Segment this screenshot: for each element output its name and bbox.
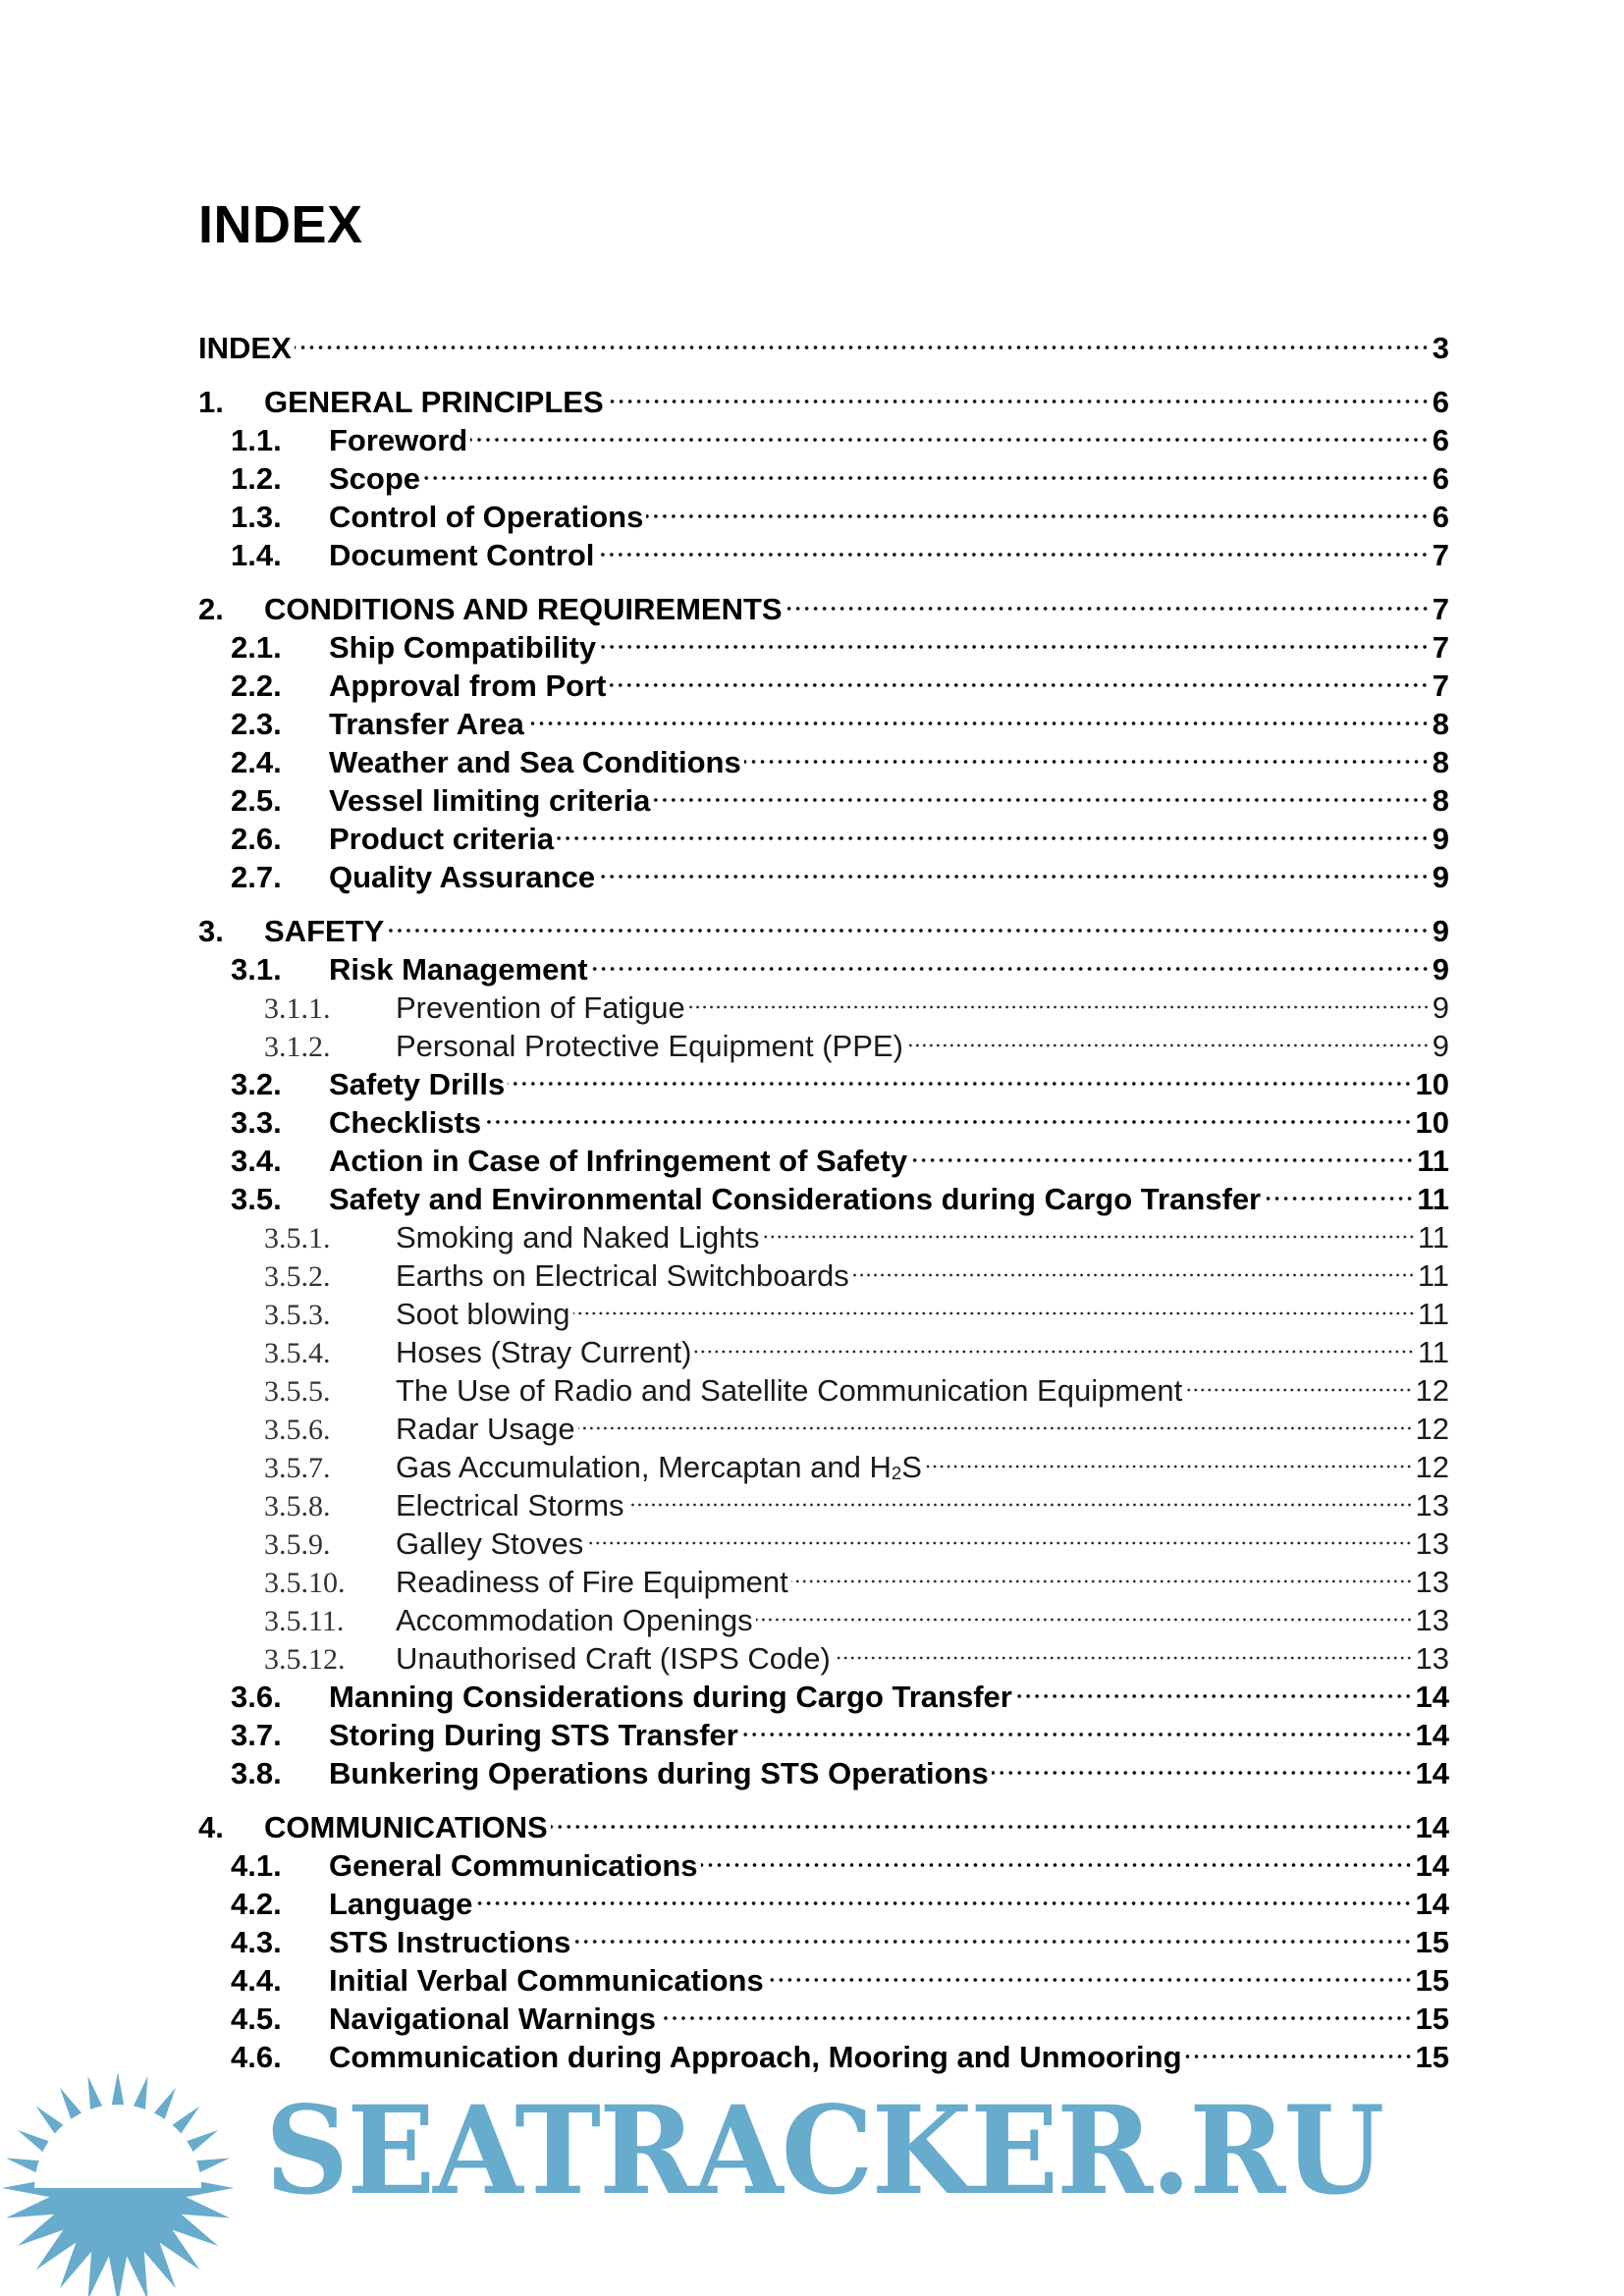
toc-entry-page[interactable]: 13 — [1415, 1565, 1449, 1599]
dot-leader — [791, 1554, 1413, 1592]
toc-entry-page[interactable]: 9 — [1432, 914, 1449, 948]
toc-entry-page[interactable]: 13 — [1415, 1641, 1449, 1676]
dot-leader — [551, 1799, 1413, 1838]
toc-entry-page[interactable]: 10 — [1415, 1105, 1449, 1140]
dot-leader — [756, 1592, 1413, 1630]
toc-entry[interactable] — [198, 941, 1449, 987]
toc-entry-title[interactable]: Bunkering Operations during STS Operations — [329, 1756, 989, 1790]
dot-leader — [295, 320, 1430, 358]
dot-leader — [470, 412, 1430, 451]
table-of-contents — [198, 320, 1449, 2074]
toc-entry-title[interactable]: Prevention of Fatigue — [396, 990, 685, 1025]
dot-leader — [646, 489, 1429, 527]
toc-entry-number: 2.4. — [231, 745, 282, 779]
toc-entry-title[interactable]: COMMUNICATIONS — [264, 1810, 548, 1844]
toc-entry-title[interactable]: Galley Stoves — [396, 1526, 584, 1561]
toc-entry-page[interactable]: 12 — [1415, 1412, 1449, 1446]
toc-entry-title[interactable]: General Communications — [329, 1848, 698, 1883]
toc-entry-page[interactable]: 15 — [1415, 1925, 1449, 1959]
toc-entry-title[interactable]: Soot blowing — [396, 1297, 570, 1331]
dot-leader — [659, 1991, 1413, 2029]
toc-entry-title[interactable]: SAFETY — [264, 914, 385, 948]
toc-entry-page[interactable]: 14 — [1415, 1680, 1449, 1714]
toc-entry-title[interactable]: INDEX — [198, 331, 292, 365]
toc-entry-title[interactable]: Accommodation Openings — [396, 1603, 753, 1637]
toc-entry-title[interactable]: Navigational Warnings — [329, 2002, 657, 2036]
toc-entry-page[interactable]: 15 — [1415, 2040, 1449, 2074]
toc-entry-title[interactable]: Manning Considerations during Cargo Transfer — [329, 1680, 1012, 1714]
toc-entry[interactable] — [198, 581, 1449, 626]
dot-leader — [653, 773, 1429, 811]
dot-leader — [763, 1209, 1415, 1248]
dot-leader — [475, 1876, 1412, 1914]
toc-entry-number: 4.4. — [231, 1963, 282, 1998]
toc-entry-page[interactable]: 11 — [1417, 1144, 1449, 1178]
dot-leader — [508, 1056, 1412, 1095]
toc-entry-title[interactable]: Electrical Storms — [396, 1488, 624, 1522]
dot-leader — [591, 941, 1430, 980]
dot-leader — [573, 1914, 1412, 1952]
toc-entry-number: 1.2. — [231, 461, 282, 496]
dot-leader — [688, 980, 1430, 1018]
toc-entry-number: 3.1.2. — [264, 1031, 331, 1063]
toc-entry-title[interactable]: CONDITIONS AND REQUIREMENTS — [264, 592, 783, 626]
toc-entry-number: 2.3. — [231, 707, 282, 741]
toc-entry-number: 3. — [198, 914, 224, 948]
dot-leader — [557, 811, 1430, 849]
toc-entry-page[interactable]: 14 — [1415, 1810, 1449, 1844]
toc-entry-title[interactable]: Radar Usage — [396, 1412, 575, 1446]
dot-leader — [607, 374, 1430, 412]
toc-entry-number: 3.1. — [231, 952, 282, 987]
toc-entry-number: 3.5.9. — [264, 1528, 331, 1561]
toc-entry-page[interactable]: 3 — [1432, 331, 1449, 365]
toc-entry-page[interactable]: 14 — [1415, 1756, 1449, 1790]
toc-entry-title[interactable]: Action in Case of Infringement of Safety — [329, 1144, 908, 1178]
toc-entry-page[interactable]: 7 — [1432, 668, 1449, 703]
toc-entry-number: 2.2. — [231, 668, 282, 703]
toc-entry-title[interactable]: Earths on Electrical Switchboards — [396, 1258, 849, 1293]
toc-entry-title[interactable]: Product criteria — [329, 822, 555, 856]
dot-leader — [701, 1838, 1413, 1876]
toc-entry-page[interactable]: 6 — [1432, 500, 1449, 534]
dot-leader — [694, 1324, 1414, 1362]
dot-leader — [598, 849, 1430, 887]
toc-entry-page[interactable]: 6 — [1432, 461, 1449, 496]
toc-entry-number: 3.5.10. — [264, 1567, 346, 1599]
dot-leader — [910, 1133, 1414, 1171]
toc-entry-number: 3.5.2. — [264, 1260, 331, 1293]
toc-entry-title[interactable]: STS Instructions — [329, 1925, 571, 1959]
toc-entry-page[interactable]: 9 — [1432, 990, 1449, 1025]
toc-entry-title[interactable]: Communication during Approach, Mooring and Unmooring — [329, 2040, 1182, 2074]
dot-leader — [597, 527, 1429, 565]
toc-entry-title[interactable]: Personal Protective Equipment (PPE) — [396, 1029, 903, 1063]
toc-entry-number: 3.5. — [231, 1182, 282, 1216]
toc-entry-number: 4.5. — [231, 2002, 282, 2036]
toc-entry-title[interactable]: Unauthorised Craft (ISPS Code) — [396, 1641, 831, 1676]
toc-entry[interactable] — [198, 320, 1449, 365]
dot-leader — [1264, 1171, 1414, 1209]
toc-entry-number: 3.5.7. — [264, 1452, 331, 1484]
toc-entry-title[interactable]: Gas Accumulation, Mercaptan and $H_2S$ — [396, 1450, 922, 1484]
toc-entry-title[interactable]: Safety Drills — [329, 1067, 506, 1101]
toc-entry-page[interactable]: 14 — [1415, 1848, 1449, 1883]
toc-entry-page[interactable]: 11 — [1417, 1297, 1449, 1331]
toc-entry-number: 3.7. — [231, 1718, 282, 1752]
dot-leader — [573, 1286, 1415, 1324]
toc-entry-number: 3.2. — [231, 1067, 282, 1101]
toc-entry[interactable] — [198, 374, 1449, 419]
toc-entry[interactable] — [198, 903, 1449, 948]
dot-leader — [586, 1516, 1412, 1554]
toc-entry-page[interactable]: 8 — [1432, 707, 1449, 741]
toc-entry-number: 3.1.1. — [264, 992, 331, 1025]
dot-leader — [925, 1439, 1413, 1477]
toc-entry-title[interactable]: Foreword — [329, 423, 468, 457]
dot-leader — [599, 619, 1430, 658]
toc-entry-number: 2. — [198, 592, 224, 626]
toc-entry-title[interactable]: Approval from Port — [329, 668, 607, 703]
dot-leader — [785, 581, 1430, 619]
toc-entry-number: 1.3. — [231, 500, 282, 534]
toc-entry-title[interactable]: The Use of Radio and Satellite Communication Equipment — [396, 1373, 1183, 1408]
toc-entry-number: 4.2. — [231, 1887, 282, 1921]
toc-entry-number: 3.3. — [231, 1105, 282, 1140]
toc-entry-title[interactable]: Weather and Sea Conditions — [329, 745, 741, 779]
toc-entry-page[interactable]: 7 — [1432, 630, 1449, 665]
dot-leader — [627, 1477, 1413, 1516]
toc-entry-number: 3.8. — [231, 1756, 282, 1790]
toc-entry-title[interactable]: Checklists — [329, 1105, 482, 1140]
toc-entry-number: 3.5.4. — [264, 1337, 331, 1369]
toc-entry-number: 3.5.3. — [264, 1299, 331, 1331]
dot-leader — [852, 1248, 1415, 1286]
toc-entry-page[interactable]: 10 — [1415, 1067, 1449, 1101]
dot-leader — [527, 696, 1430, 734]
watermark-text: SEATRACKER.RU — [265, 2078, 1383, 2222]
dot-leader — [387, 903, 1429, 941]
toc-entry-page[interactable]: 14 — [1415, 1887, 1449, 1921]
toc-entry-page[interactable]: 8 — [1432, 745, 1449, 779]
dot-leader — [484, 1095, 1412, 1133]
dot-leader — [767, 1952, 1413, 1991]
toc-entry-page[interactable]: 13 — [1415, 1526, 1449, 1561]
toc-entry-title[interactable]: Readiness of Fire Equipment — [396, 1565, 788, 1599]
dot-leader — [741, 1707, 1413, 1745]
toc-entry-title[interactable]: Risk Management — [329, 952, 588, 987]
toc-entry-number: 3.5.5. — [264, 1375, 331, 1408]
toc-entry-title[interactable]: Ship Compatibility — [329, 630, 597, 665]
toc-entry-title[interactable]: Control of Operations — [329, 500, 644, 534]
sun-icon — [2, 2072, 234, 2296]
toc-entry-page[interactable]: 11 — [1417, 1220, 1449, 1255]
toc-entry-number: 3.5.8. — [264, 1490, 331, 1522]
toc-entry-page[interactable]: 6 — [1432, 423, 1449, 457]
dot-leader — [423, 451, 1430, 489]
dot-leader — [834, 1630, 1413, 1669]
toc-entry-number: 4.1. — [231, 1848, 282, 1883]
toc-entry-page[interactable]: 11 — [1417, 1335, 1449, 1369]
toc-entry-number: 3.5.1. — [264, 1222, 331, 1255]
toc-entry-number: 3.6. — [231, 1680, 282, 1714]
toc-entry-page[interactable]: 7 — [1432, 538, 1449, 572]
toc-entry-number: 4. — [198, 1810, 224, 1844]
dot-leader — [578, 1401, 1413, 1439]
toc-entry-title[interactable]: Smoking and Naked Lights — [396, 1220, 760, 1255]
toc-entry-title[interactable]: Scope — [329, 461, 421, 496]
toc-entry-number: 2.7. — [231, 860, 282, 894]
toc-entry-number: 4.3. — [231, 1925, 282, 1959]
dot-leader — [1185, 1362, 1412, 1401]
toc-entry-number: 4.6. — [231, 2040, 282, 2074]
toc-entry-page[interactable]: 11 — [1417, 1258, 1449, 1293]
dot-leader — [744, 734, 1430, 773]
toc-entry-page[interactable]: 14 — [1415, 1718, 1449, 1752]
toc-entry-page[interactable]: 13 — [1415, 1603, 1449, 1637]
dot-leader — [1185, 2029, 1413, 2067]
toc-entry-number: 3.4. — [231, 1144, 282, 1178]
toc-entry-title[interactable]: GENERAL PRINCIPLES — [264, 385, 604, 419]
toc-entry-page[interactable]: 15 — [1415, 1963, 1449, 1998]
toc-entry-number: 3.5.12. — [264, 1643, 346, 1676]
toc-entry-title[interactable]: Document Control — [329, 538, 595, 572]
toc-entry-title[interactable]: Language — [329, 1887, 473, 1921]
toc-entry-page[interactable]: 7 — [1432, 592, 1449, 626]
toc-entry-page[interactable]: 9 — [1432, 822, 1449, 856]
toc-entry-number: 2.5. — [231, 783, 282, 818]
toc-entry-number: 1.4. — [231, 538, 282, 572]
toc-entry-page[interactable]: 12 — [1415, 1373, 1449, 1408]
toc-entry-page[interactable]: 15 — [1415, 2002, 1449, 2036]
toc-entry-page[interactable]: 9 — [1432, 952, 1449, 987]
toc-entry-title[interactable]: Storing During STS Transfer — [329, 1718, 738, 1752]
dot-leader — [906, 1018, 1430, 1056]
toc-entry-page[interactable]: 6 — [1432, 385, 1449, 419]
toc-entry-page[interactable]: 13 — [1415, 1488, 1449, 1522]
toc-entry-number: 1. — [198, 385, 224, 419]
toc-entry-number: 3.5.11. — [264, 1605, 345, 1637]
toc-entry-title[interactable]: Transfer Area — [329, 707, 524, 741]
toc-entry-page[interactable]: 12 — [1415, 1450, 1449, 1484]
toc-entry-number: 2.6. — [231, 822, 282, 856]
toc-entry-page[interactable]: 8 — [1432, 783, 1449, 818]
dot-leader — [992, 1745, 1413, 1784]
toc-entry[interactable] — [198, 1799, 1449, 1844]
toc-entry-title[interactable]: Hoses (Stray Current) — [396, 1335, 692, 1369]
toc-entry-title[interactable]: Quality Assurance — [329, 860, 596, 894]
toc-entry-number: 3.5.6. — [264, 1414, 331, 1446]
toc-entry-title[interactable]: Vessel limiting criteria — [329, 783, 651, 818]
dot-leader — [609, 658, 1429, 696]
toc-entry-number: 1.1. — [231, 423, 282, 457]
toc-entry-title[interactable]: Safety and Environmental Considerations during Cargo Transfer — [329, 1182, 1262, 1216]
toc-entry-title[interactable]: Initial Verbal Communications — [329, 1963, 764, 1998]
toc-entry-page[interactable]: 9 — [1432, 860, 1449, 894]
toc-entry-number: 2.1. — [231, 630, 282, 665]
toc-entry-page[interactable]: 9 — [1432, 1029, 1449, 1063]
toc-entry-page[interactable]: 11 — [1417, 1182, 1449, 1216]
page-title: INDEX — [198, 195, 363, 254]
dot-leader — [1015, 1669, 1413, 1707]
